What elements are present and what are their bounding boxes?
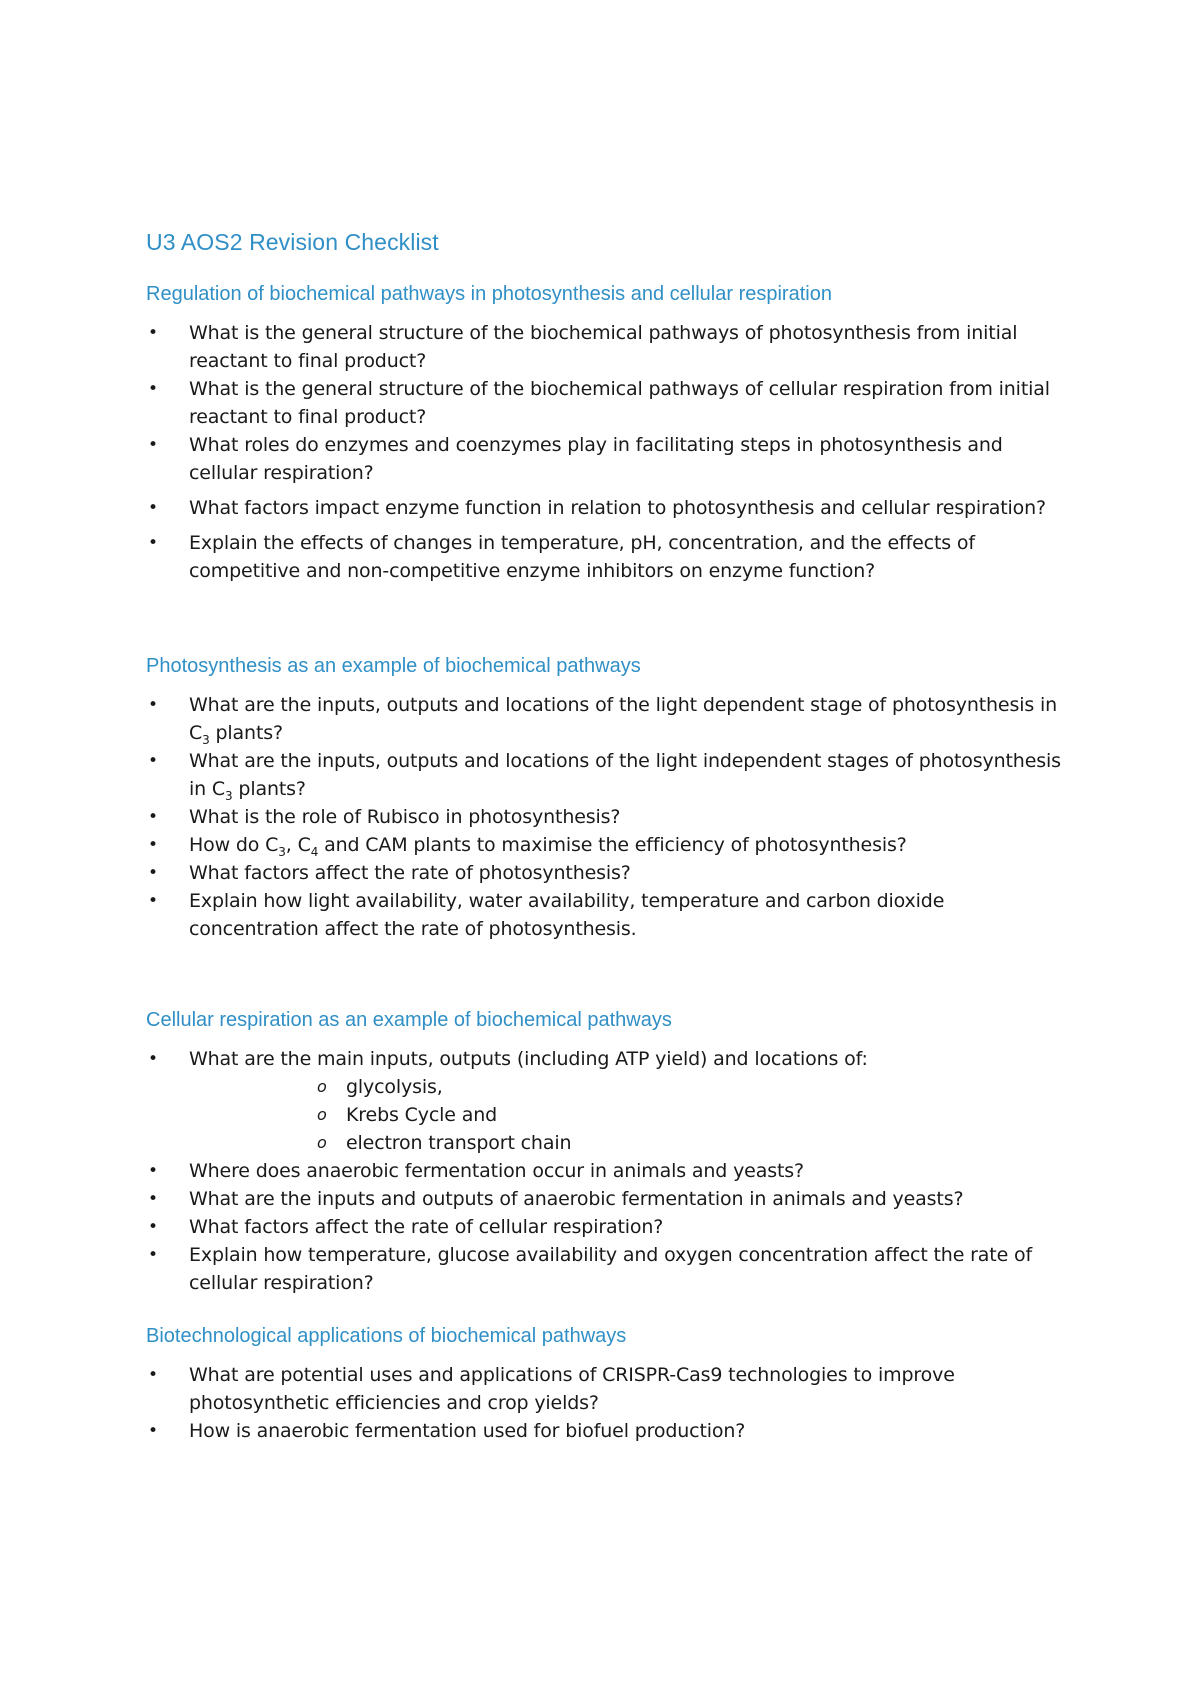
- bullet-icon: •: [148, 1421, 158, 1441]
- sub-list-item: o glycolysis,: [189, 1073, 1076, 1101]
- list-item: • What factors impact enzyme function in relation to photosynthesis and cellular respiration?: [146, 494, 1076, 522]
- bullet-icon: •: [148, 1049, 158, 1069]
- bullet-icon: •: [148, 1245, 158, 1265]
- sub-list-item: o electron transport chain: [189, 1129, 1076, 1157]
- bullet-icon: •: [148, 1161, 158, 1181]
- bullet-icon: •: [148, 695, 158, 715]
- list-item: • How is anaerobic fermentation used for biofuel production?: [146, 1417, 1076, 1445]
- bullet-icon: •: [148, 835, 158, 855]
- document-page: [146, 228, 1076, 1445]
- bullet-icon: •: [148, 498, 158, 518]
- bullet-icon: •: [148, 807, 158, 827]
- section-heading: Biotechnological applications of biochemical pathways: [146, 1325, 627, 1347]
- circle-bullet-icon: o: [317, 1133, 327, 1152]
- list-item: • What factors affect the rate of photosynthesis?: [146, 859, 1076, 887]
- bullet-icon: •: [148, 1189, 158, 1209]
- list-item: • What are potential uses and applications of CRISPR-Cas9 technologies to improve photosynthetic efficiencies and crop yields?: [146, 1361, 1076, 1417]
- list-item: • What factors affect the rate of cellular respiration?: [146, 1213, 1076, 1241]
- checklist: [146, 691, 1076, 943]
- circle-bullet-icon: o: [317, 1077, 327, 1096]
- bullet-icon: •: [148, 1217, 158, 1237]
- bullet-icon: •: [148, 435, 158, 455]
- list-item: • What are the inputs and outputs of anaerobic fermentation in animals and yeasts?: [146, 1185, 1076, 1213]
- list-item: • Explain how light availability, water availability, temperature and carbon dioxide concentration affect the rate of photosynthesis.: [146, 887, 1076, 943]
- page-title: U3 AOS2 Revision Checklist: [146, 229, 439, 255]
- bullet-icon: •: [148, 891, 158, 911]
- list-item: • What are the inputs, outputs and locations of the light dependent stage of photosynthesis in $C_3$ plants?: [146, 691, 1076, 747]
- bullet-icon: •: [148, 323, 158, 343]
- bullet-icon: •: [148, 1365, 158, 1385]
- list-item: • What is the general structure of the biochemical pathways of photosynthesis from initial reactant to final product?: [146, 319, 1076, 375]
- bullet-icon: •: [148, 863, 158, 883]
- list-item: • What roles do enzymes and coenzymes play in facilitating steps in photosynthesis and cellular respiration?: [146, 431, 1076, 487]
- bullet-icon: •: [148, 533, 158, 553]
- section-photosynthesis: [146, 653, 1076, 943]
- checklist: [146, 1361, 1076, 1445]
- section-heading: Cellular respiration as an example of biochemical pathways: [146, 1009, 672, 1031]
- checklist: [146, 319, 1076, 585]
- list-item: • What is the general structure of the biochemical pathways of cellular respiration from initial reactant to final product?: [146, 375, 1076, 431]
- list-item: • How do $C_3$, $C_4$ and CAM plants to maximise the efficiency of photosynthesis?: [146, 831, 1076, 859]
- list-item: • Where does anaerobic fermentation occur in animals and yeasts?: [146, 1157, 1076, 1185]
- section-heading: Regulation of biochemical pathways in photosynthesis and cellular respiration: [146, 283, 832, 305]
- list-item: • Explain the effects of changes in temperature, pH, concentration, and the effects of competitive and non-competitive enzyme inhibitors on enzyme function?: [146, 529, 1076, 585]
- list-item: • What is the role of Rubisco in photosynthesis?: [146, 803, 1076, 831]
- sub-list: [189, 1073, 1076, 1157]
- checklist: [146, 1045, 1076, 1297]
- section-cellular-respiration: [146, 1007, 1076, 1297]
- sub-list-item: o Krebs Cycle and: [189, 1101, 1076, 1129]
- list-item: • Explain how temperature, glucose availability and oxygen concentration affect the rate of cellular respiration?: [146, 1241, 1076, 1297]
- bullet-icon: •: [148, 751, 158, 771]
- section-biotechnology: [146, 1323, 1076, 1445]
- bullet-icon: •: [148, 379, 158, 399]
- list-item: • What are the main inputs, outputs (including ATP yield) and locations of: o glycolysis, o Krebs Cycle and o electron transport chain: [146, 1045, 1076, 1157]
- list-item: • What are the inputs, outputs and locations of the light independent stages of photosynthesis in $C_3$ plants?: [146, 747, 1076, 803]
- section-heading: Photosynthesis as an example of biochemical pathways: [146, 655, 641, 677]
- circle-bullet-icon: o: [317, 1105, 327, 1124]
- section-regulation: [146, 281, 1076, 585]
